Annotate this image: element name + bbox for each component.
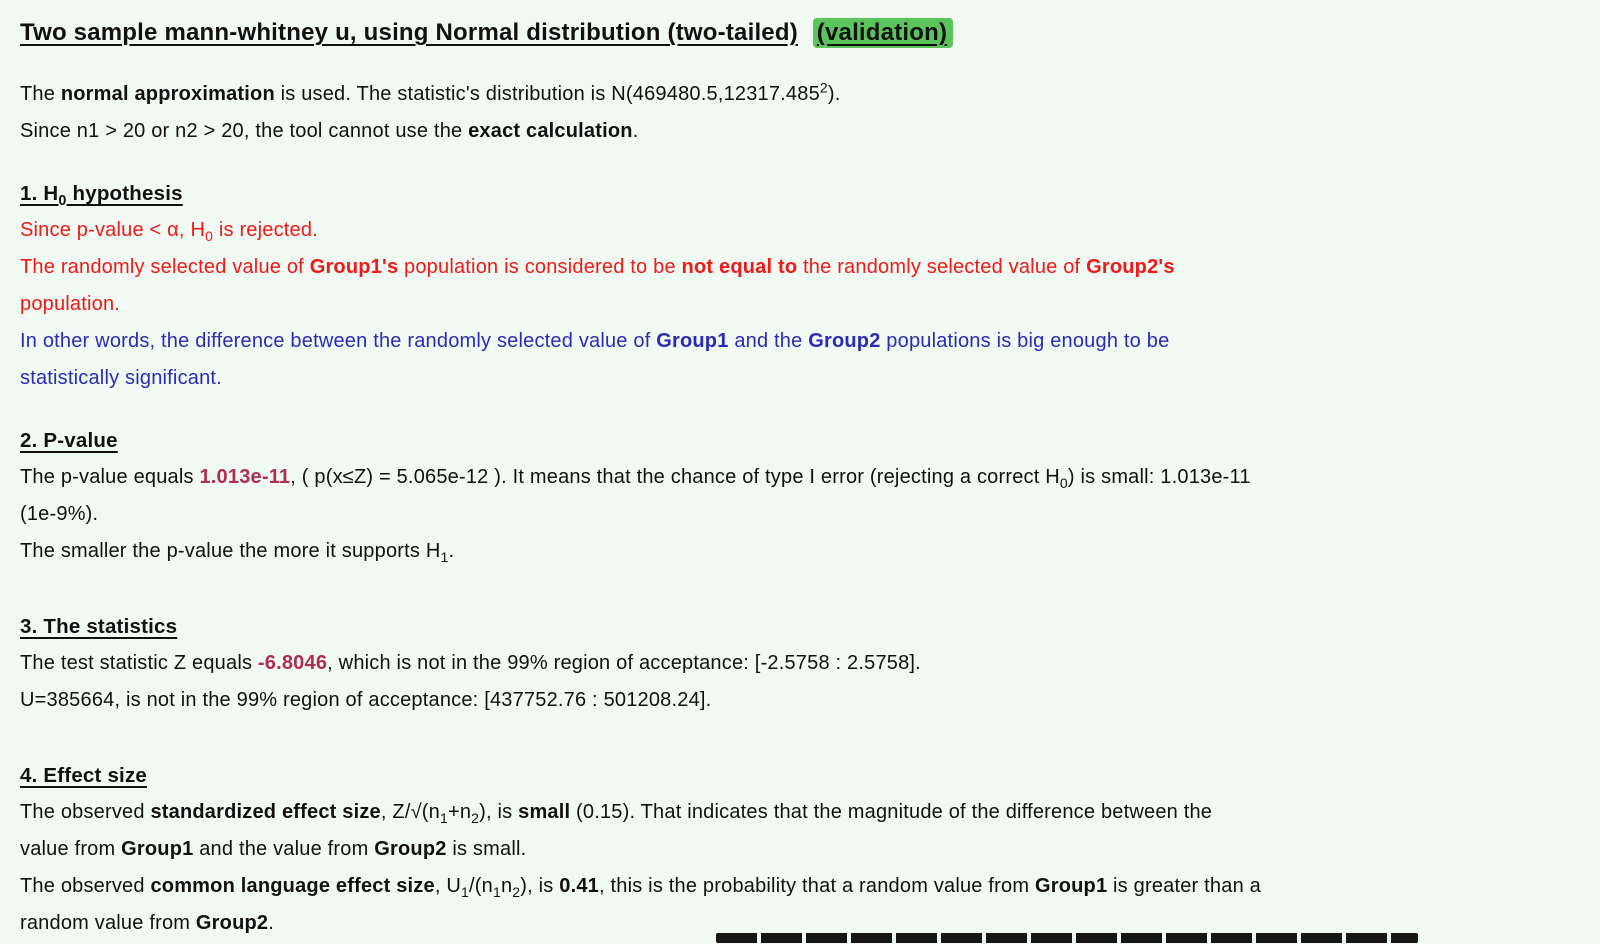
text-segment: ), is — [520, 875, 560, 897]
text-segment: ), is — [479, 801, 519, 823]
text-segment: Since n1 > 20 or n2 > 20, the tool cannot use the — [20, 120, 469, 142]
intro-section — [20, 76, 1580, 150]
superscript: 2 — [819, 79, 828, 96]
text-segment: , which is not in the 99% region of acceptance: [-2.5758 : 2.5758]. — [327, 652, 921, 674]
bold-segment: Group2's — [1086, 256, 1175, 278]
text-segment: The randomly selected value of — [20, 256, 310, 278]
common-language-effect-line-1 — [20, 868, 1580, 905]
bold-segment: Group1 — [121, 838, 194, 860]
text-segment: populations is big enough to be — [880, 330, 1170, 352]
text-segment: The p-value equals — [20, 466, 200, 488]
text-segment: /(n — [468, 875, 493, 897]
text-segment: Since p-value < α, H — [20, 219, 206, 241]
subscript: 2 — [471, 810, 480, 826]
text-segment: . — [448, 540, 455, 562]
text-segment: U=385664, is not in the 99% region of acceptance: [437752.76 : 501208.24]. — [20, 689, 712, 711]
subscript: 0 — [58, 193, 67, 210]
text-segment: ). — [827, 83, 841, 105]
bold-segment: Group2 — [195, 912, 269, 934]
standardized-effect-line-2 — [20, 831, 1580, 868]
text-segment: , ( p(x≤Z) = 5.065e-12 ). It means that the chance of type I error (rejecting a correct H — [290, 466, 1060, 488]
text-segment: (1e-9%). — [20, 503, 99, 525]
h0-hypothesis-heading — [20, 175, 1580, 212]
text-segment: population. — [20, 293, 121, 315]
normal-approximation-line — [20, 76, 1580, 113]
text-segment: population is considered to be — [398, 256, 682, 278]
mann-whitney-report — [20, 16, 1580, 942]
subscript: 0 — [1059, 475, 1068, 491]
report-title-text: Two sample mann-whitney u, using Normal distribution (two-tailed) — [20, 19, 798, 46]
text-segment: The smaller the p-value the more it supports H — [20, 540, 441, 562]
text-segment: The — [20, 83, 61, 105]
subscript: 1 — [492, 884, 501, 900]
text-segment: , U — [434, 875, 461, 897]
text-segment: hypothesis — [66, 182, 183, 205]
h1-interpretation-line-2 — [20, 360, 1580, 397]
subscript: 1 — [439, 810, 448, 826]
subscript: 1 — [460, 884, 469, 900]
report-title — [20, 16, 1580, 50]
effect-size-heading — [20, 757, 1580, 794]
bold-segment: Group2 — [808, 330, 881, 352]
text-segment: In other words, the difference between the randomly selected value of — [20, 330, 657, 352]
h0-hypothesis-section — [20, 175, 1580, 397]
cropped-next-line-artifact — [716, 933, 1418, 943]
text-segment: The observed — [20, 875, 151, 897]
p-value-section — [20, 422, 1580, 570]
h0-conclusion-line-2 — [20, 286, 1580, 323]
text-segment: 3. The statistics — [20, 615, 178, 638]
h0-rejected-line — [20, 212, 1580, 249]
text-segment: , Z/√(n — [380, 801, 440, 823]
h1-interpretation-line-1 — [20, 323, 1580, 360]
text-segment: 1. H — [20, 182, 59, 205]
bold-segment: Group1 — [656, 330, 729, 352]
standardized-effect-line-1 — [20, 794, 1580, 831]
statistics-heading — [20, 608, 1580, 645]
text-segment: statistically significant. — [20, 367, 222, 389]
validation-badge[interactable]: (validation) — [813, 18, 953, 48]
stat-value: -6.8046 — [257, 652, 328, 674]
exact-calculation-line — [20, 113, 1580, 150]
bold-segment: small — [518, 801, 571, 823]
p-value-line-2 — [20, 496, 1580, 533]
p-value-heading — [20, 422, 1580, 459]
subscript: 1 — [440, 549, 449, 565]
text-segment: (0.15). That indicates that the magnitude of the difference between the — [570, 801, 1213, 823]
statistics-section — [20, 608, 1580, 719]
text-segment: 4. Effect size — [20, 764, 147, 787]
h0-conclusion-line-1 — [20, 249, 1580, 286]
bold-segment: exact calculation — [468, 120, 633, 142]
text-segment: and the value from — [193, 838, 375, 860]
text-segment: . — [268, 912, 274, 934]
u-statistic-line — [20, 682, 1580, 719]
bold-segment: standardized effect size — [150, 801, 381, 823]
bold-segment: 0.41 — [559, 875, 599, 897]
p-value-note-line — [20, 533, 1580, 570]
text-segment: random value from — [20, 912, 196, 934]
bold-segment: Group1's — [309, 256, 399, 278]
bold-segment: Group2 — [374, 838, 447, 860]
text-segment: is small. — [446, 838, 527, 860]
subscript: 2 — [512, 884, 521, 900]
text-segment: the randomly selected value of — [797, 256, 1087, 278]
stat-value: 1.013e-11 — [199, 466, 291, 488]
text-segment: is rejected. — [213, 219, 318, 241]
text-segment: +n — [447, 801, 472, 823]
effect-size-section — [20, 757, 1580, 942]
text-segment: and the — [728, 330, 809, 352]
p-value-line-1 — [20, 459, 1580, 496]
bold-segment: not equal to — [681, 256, 798, 278]
subscript: 0 — [205, 228, 214, 244]
text-segment: , this is the probability that a random value from — [598, 875, 1035, 897]
text-segment: n — [500, 875, 513, 897]
text-segment: . — [632, 120, 639, 142]
text-segment: The observed — [20, 801, 151, 823]
text-segment: value from — [20, 838, 122, 860]
bold-segment: common language effect size — [150, 875, 435, 897]
bold-segment: Group1 — [1034, 875, 1108, 897]
text-segment: 2. P-value — [20, 429, 118, 452]
text-segment: ) is small: 1.013e-11 — [1067, 466, 1251, 488]
text-segment: The test statistic Z equals — [20, 652, 258, 674]
text-segment: is used. The statistic's distribution is N(469480.5,12317.485 — [274, 83, 820, 105]
bold-segment: normal approximation — [60, 83, 275, 105]
text-segment: is greater than a — [1107, 875, 1261, 897]
z-statistic-line — [20, 645, 1580, 682]
